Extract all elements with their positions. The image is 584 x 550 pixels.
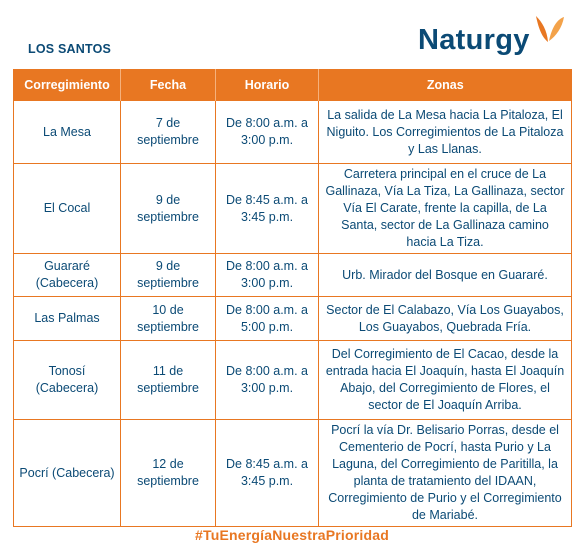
cell-horario: De 8:00 a.m. a 3:00 p.m. [216,101,319,164]
cell-zonas: Carretera principal en el cruce de La Gallinaza, Vía La Tiza, La Gallinaza, sector Vía El Carate, frente la capilla, de La Santa, sector de La Gallinaza camino hacia La Tiza. [319,164,572,254]
cell-zonas: Sector de El Calabazo, Vía Los Guayabos, Los Guayabos, Quebrada Fría. [319,297,572,341]
table-row [14,420,572,527]
cell-horario: De 8:00 a.m. a 5:00 p.m. [216,297,319,341]
naturgy-logo [418,14,566,55]
cell-fecha: 9 de septiembre [121,254,216,297]
cell-fecha: 12 de septiembre [121,420,216,527]
cell-zonas: Del Corregimiento de El Cacao, desde la entrada hacia El Joaquín, hasta El Joaquín Abajo, del Corregimiento de Flores, el sector de El Joaquín Arriba. [319,341,572,420]
table-row [14,254,572,297]
cell-zonas: La salida de La Mesa hacia La Pitaloza, El Niguito. Los Corregimientos de La Pitaloza y Las Llanas. [319,101,572,164]
table-row [14,297,572,341]
table-row [14,101,572,164]
region-title: LOS SANTOS [28,42,112,56]
cell-corregimiento: Guararé (Cabecera) [14,254,121,297]
header-zonas: Zonas [319,69,572,101]
cell-zonas: Urb. Mirador del Bosque en Guararé. [319,254,572,297]
cell-fecha: 10 de septiembre [121,297,216,341]
header-horario: Horario [216,69,319,101]
cell-horario: De 8:00 a.m. a 3:00 p.m. [216,341,319,420]
table-row [14,164,572,254]
hashtag-footer: #TuEnergíaNuestraPrioridad [195,527,389,543]
header-fecha: Fecha [121,69,216,101]
cell-horario: De 8:45 a.m. a 3:45 p.m. [216,420,319,527]
cell-corregimiento: Pocrí (Cabecera) [14,420,121,527]
cell-fecha: 7 de septiembre [121,101,216,164]
table-header-row [14,69,572,101]
cell-corregimiento: El Cocal [14,164,121,254]
cell-corregimiento: Tonosí (Cabecera) [14,341,121,420]
naturgy-butterfly-icon [532,14,566,49]
cell-horario: De 8:45 a.m. a 3:45 p.m. [216,164,319,254]
logo-text: Naturgy [418,24,530,56]
schedule-table [13,69,572,527]
cell-corregimiento: Las Palmas [14,297,121,341]
header-corregimiento: Corregimiento [14,69,121,101]
cell-fecha: 9 de septiembre [121,164,216,254]
cell-fecha: 11 de septiembre [121,341,216,420]
cell-horario: De 8:00 a.m. a 3:00 p.m. [216,254,319,297]
cell-zonas: Pocrí la vía Dr. Belisario Porras, desde el Cementerio de Pocrí, hasta Purio y La Laguna, del Corregimiento de Paritilla, la planta de tratamiento del IDAAN, Corregimiento de Purio y el Corregimiento de Mariabé. [319,420,572,527]
cell-corregimiento: La Mesa [14,101,121,164]
table-row [14,341,572,420]
